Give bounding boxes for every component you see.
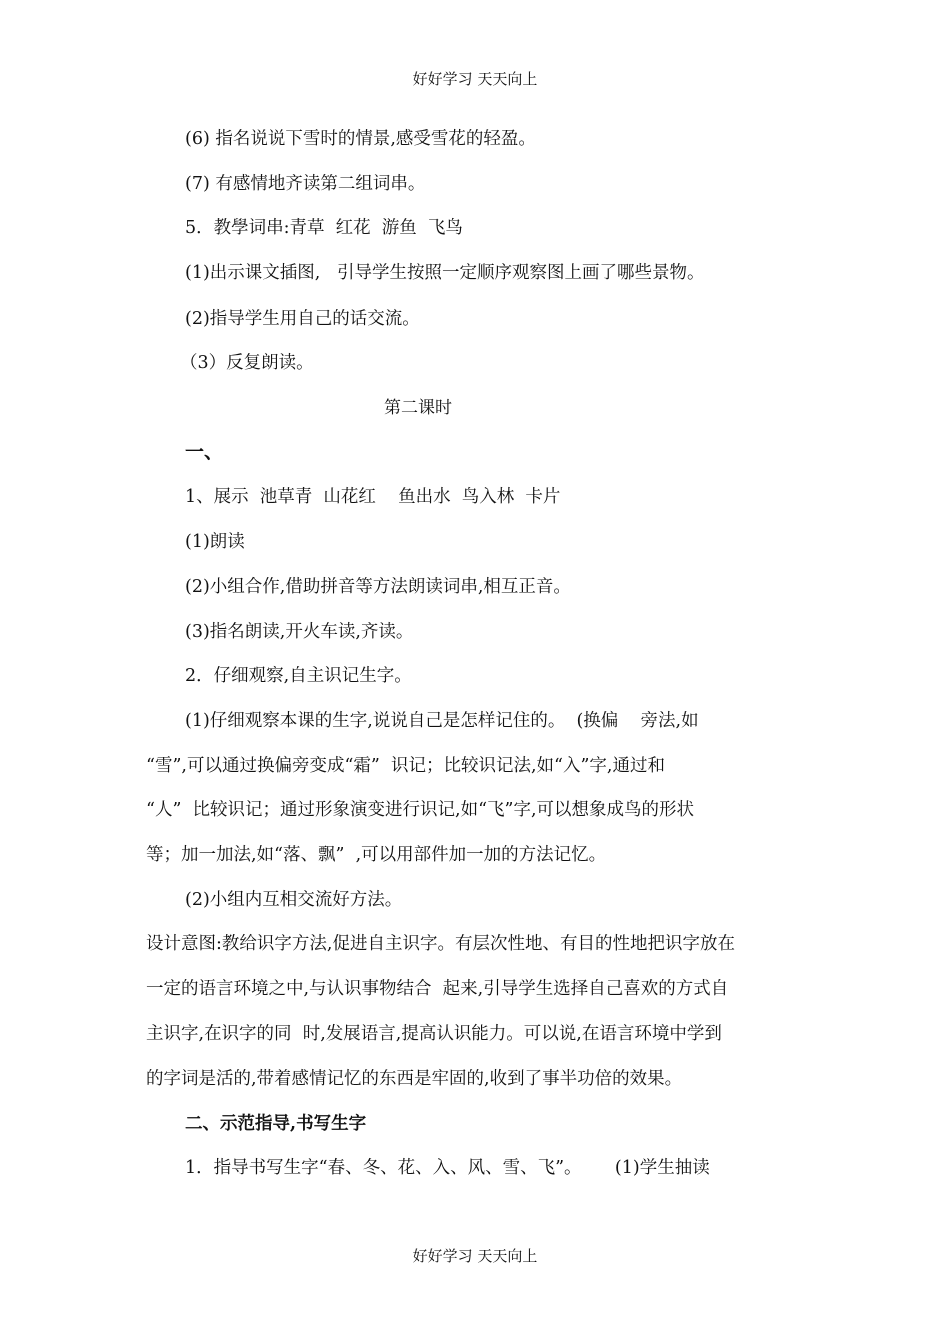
- text-line: (1)仔细观察本课的生字,说说自己是怎样记住的。 (换偏 旁法,如: [185, 711, 699, 731]
- text-line: 1．指导书写生字“春、冬、花、入、风、雪、飞”。 (1)学生抽读: [185, 1158, 710, 1178]
- section-heading: 一、: [185, 441, 224, 463]
- page-header: 好好学习 天天向上: [412, 70, 538, 88]
- section-heading: 二、示范指导,书写生字: [185, 1114, 367, 1134]
- section-title: 第二课时: [384, 398, 452, 418]
- text-line: “雪”,可以通过换偏旁变成“霜” 识记；比较识记法,如“入”字,通过和: [146, 756, 665, 776]
- text-line: (6) 指名说说下雪时的情景,感受雪花的轻盈。: [185, 129, 536, 149]
- text-line: (1)朗读: [185, 532, 245, 552]
- text-line: (3)指名朗读,开火车读,齐读。: [185, 622, 414, 642]
- text-line: (1)出示课文插图, 引导学生按照一定顺序观察图上画了哪些景物。: [185, 263, 705, 283]
- text-line: （3）反复朗读。: [180, 353, 314, 373]
- text-line: 2．仔细观察,自主识记生字。: [185, 666, 412, 686]
- text-line: (2)指导学生用自己的话交流。: [185, 309, 420, 329]
- text-line: 设计意图:教给识字方法,促进自主识字。有层次性地、有目的性地把识字放在: [146, 934, 735, 954]
- text-line: “人” 比较识记；通过形象演变进行识记,如“飞”字,可以想象成鸟的形状: [146, 800, 695, 820]
- text-line: 主识字,在识字的同 时,发展语言,提高认识能力。可以说,在语言环境中学到: [146, 1024, 722, 1044]
- text-line: 等；加一加法,如“落、飘” ,可以用部件加一加的方法记忆。: [146, 845, 607, 865]
- text-line: 的字词是活的,带着感情记忆的东西是牢固的,收到了事半功倍的效果。: [146, 1069, 683, 1089]
- text-line: 1、展示 池草青 山花红 鱼出水 鸟入林 卡片: [185, 487, 561, 507]
- text-line: (7) 有感情地齐读第二组词串。: [185, 174, 426, 194]
- text-line: (2)小组合作,借助拼音等方法朗读词串,相互正音。: [185, 577, 571, 597]
- page-footer: 好好学习 天天向上: [412, 1247, 538, 1265]
- text-line: 5．教學词串:青草 红花 游鱼 飞鸟: [185, 218, 463, 238]
- text-line: (2)小组内互相交流好方法。: [185, 890, 403, 910]
- text-line: 一定的语言环境之中,与认识事物结合 起来,引导学生选择自己喜欢的方式自: [146, 979, 729, 999]
